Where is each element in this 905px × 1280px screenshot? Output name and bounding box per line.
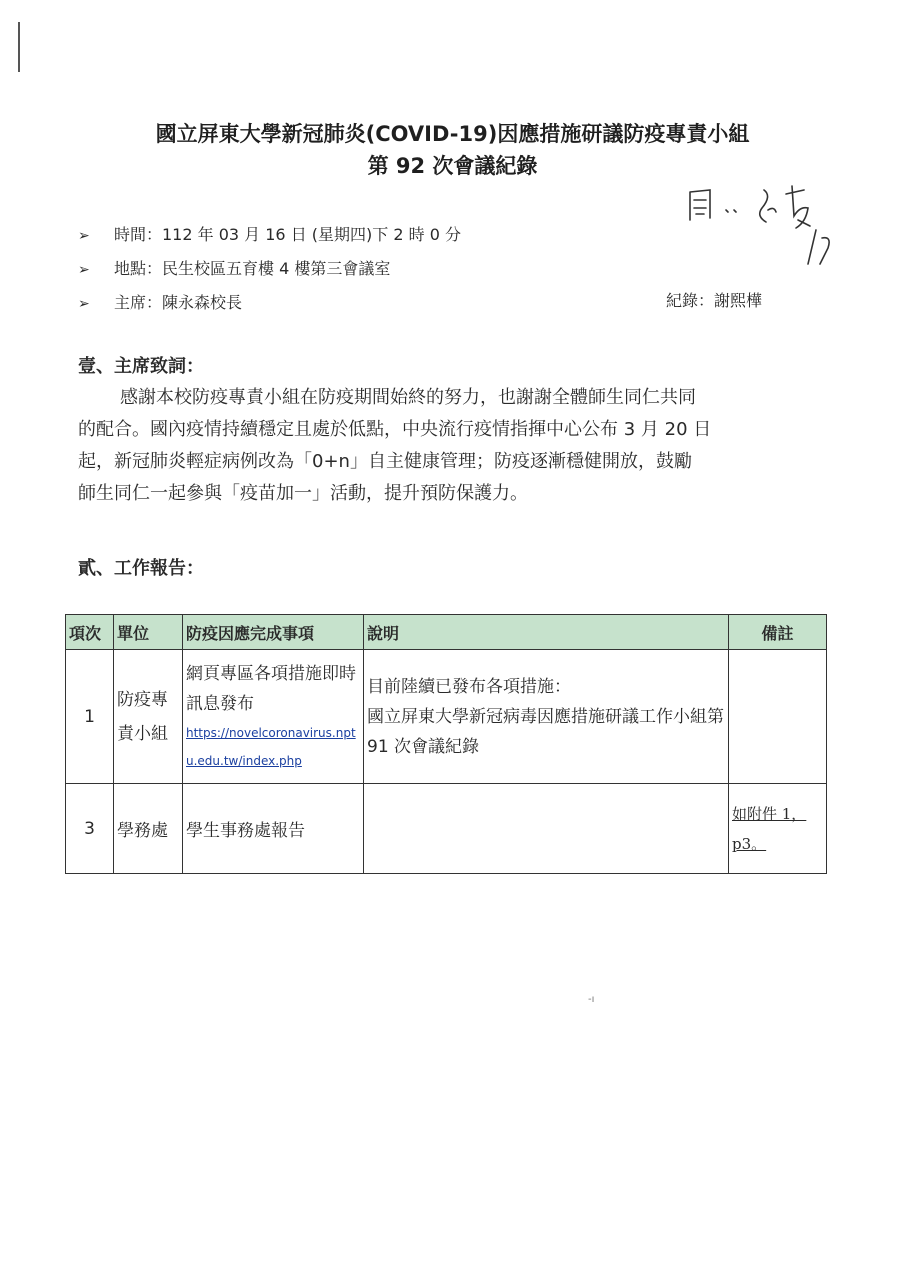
row-unit: 學務處 [114,784,183,874]
row-item [183,650,364,784]
desc-line: 目前陸續已發布各項措施： [367,676,571,697]
header-note: 備註 [729,615,827,650]
info-time [78,222,461,245]
table-row [66,784,827,874]
recorder-text: 紀錄：謝熙樺 [666,291,763,310]
row-no: 3 [66,784,114,874]
desc-line: 國立屏東大學新冠病毒因應措施研議工作小組第 91 次會議紀錄 [367,706,724,757]
section1-heading: 壹、主席致詞： [78,356,204,377]
header-unit: 單位 [114,615,183,650]
row-desc [364,650,729,784]
table-header-row [66,615,827,650]
arrow-bullet-icon: ➢ [78,228,90,244]
scan-speck: -ı [588,994,595,1005]
header-desc: 說明 [364,615,729,650]
header-no: 項次 [66,615,114,650]
time-text: 時間：112 年 03 月 16 日 (星期四)下 2 時 0 分 [114,225,461,244]
chair-remarks [78,382,818,510]
scan-edge-mark [18,22,20,72]
item-text: 網頁專區各項措施即時訊息發布 [186,663,356,714]
work-report-table [65,614,827,874]
arrow-bullet-icon: ➢ [78,296,90,312]
place-text: 地點：民生校區五育樓 4 樓第三會議室 [114,259,391,278]
row-unit: 防疫專責小組 [114,650,183,784]
info-chair [78,290,242,313]
section2-heading: 貳、工作報告： [78,558,204,579]
row-item: 學生事務處報告 [183,784,364,874]
row-note: 如附件 1，p3。 [729,784,827,874]
info-place [78,256,390,279]
handwritten-signature-icon [680,180,850,280]
header-item: 防疫因應完成事項 [183,615,364,650]
remarks-line: 感謝本校防疫專責小組在防疫期間始終的努力，也謝謝全體師生同仁共同 [120,387,696,408]
chair-text: 主席：陳永森校長 [114,293,243,312]
novelcoronavirus-link[interactable]: https://novelcoronavirus.nptu.edu.tw/index.php [186,725,356,768]
arrow-bullet-icon: ➢ [78,262,90,278]
remarks-line: 起，新冠肺炎輕症病例改為「0+n」自主健康管理；防疫逐漸穩健開放，鼓勵 [78,451,692,472]
row-desc [364,784,729,874]
remarks-line: 師生同仁一起參與「疫苗加一」活動，提升預防保護力。 [78,483,528,504]
meeting-number: 第 92 次會議紀錄 [367,154,538,178]
row-note [729,650,827,784]
document-title: 國立屏東大學新冠肺炎(COVID-19)因應措施研議防疫專責小組 [155,122,750,146]
table-row [66,650,827,784]
row-no: 1 [66,650,114,784]
remarks-line: 的配合。國內疫情持續穩定且處於低點，中央流行疫情指揮中心公布 3 月 20 日 [78,419,712,440]
